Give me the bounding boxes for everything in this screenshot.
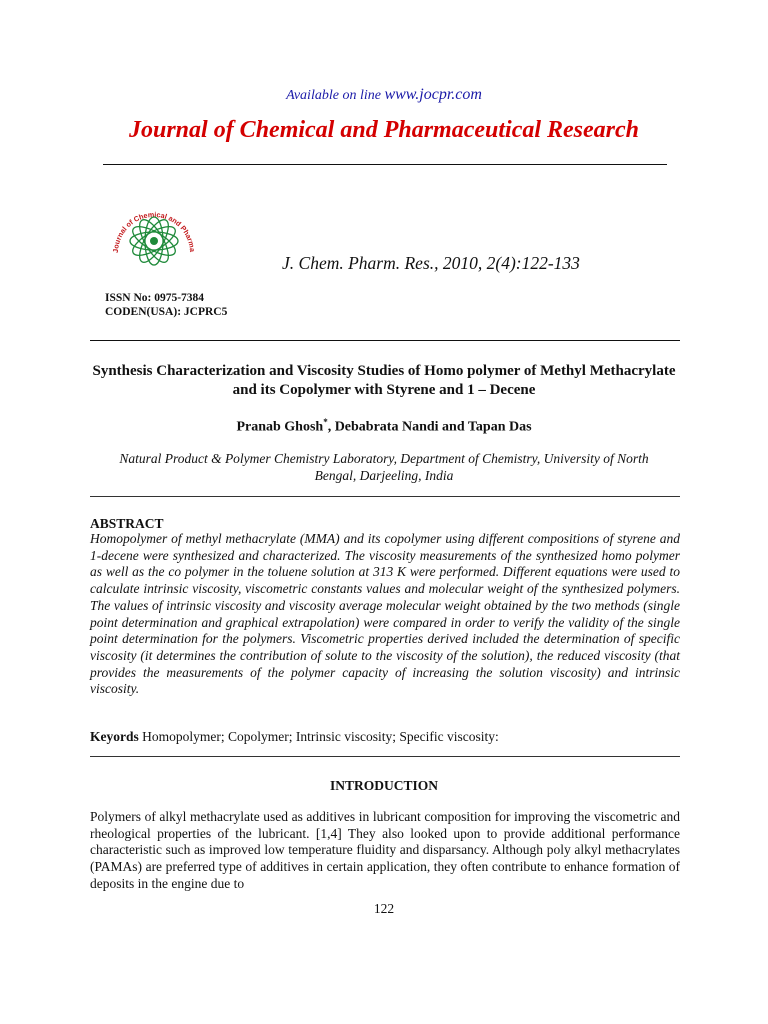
introduction-body: Polymers of alkyl methacrylate used as additives in lubricant composition for improving the viscometric and rheological properties of the lubricant. [1,4] They also looked upon to provide additional performance characteristic such as improved low temperature fluidity and disparsancy. Although poly alkyl methacrylates (PAMAs) are preferred type of additives in certain application, they often contribute to enhance formation of deposits in the engine due to (90, 809, 680, 891)
journal-logo-icon (100, 191, 208, 277)
page-number: 122 (373, 901, 395, 916)
logo-ring-text: Journal of Chemical and Pharma (110, 209, 198, 254)
abstract-heading: ABSTRACT (90, 516, 164, 531)
journal-logo (100, 191, 208, 277)
corresponding-mark: * (323, 417, 328, 427)
journal-title: Journal of Chemical and Pharmaceutical Research (128, 117, 640, 143)
issn-block (105, 291, 227, 319)
abstract-body: Homopolymer of methyl methacrylate (MMA) and its copolymer using different compositions of styrene and 1-decene were synthesized and characterized. The viscosity measurements of the synthesized homo polymer as well as the co polymer in the toluene solution at 313 K were performed. Different equations were used to calculate intrinsic viscosity, viscometric constants values and molecular weight of the synthesized polymers. The values of intrinsic viscosity and viscosity average molecular weight obtained by the two methods (single point determination and graphical extrapolation) were compared in order to verify the validity of the single point determination for the polymers. Viscometric properties derived included the determination of specific viscosity (it determines the contribution of solute to the viscosity of the solution), the reduced viscosity (that provides the measurements of the polymer capacity of increasing the solution viscosity) and intrinsic viscosity. (90, 531, 680, 697)
citation: J. Chem. Pharm. Res., 2010, 2(4):122-133 (282, 253, 580, 273)
keywords (90, 729, 499, 745)
paper-title: Synthesis Characterization and Viscosity Studies of Homo polymer of Methyl Methacrylate and its Copolymer with Styrene and 1 – Decene (92, 363, 676, 398)
authors (0, 417, 768, 436)
title-rule (90, 340, 680, 341)
coden: CODEN(USA): JCPRC5 (105, 306, 228, 318)
keywords-rule (90, 756, 680, 757)
authors-rest: , Debabrata Nandi and Tapan Das (327, 419, 532, 435)
keywords-text: Homopolymer; Copolymer; Intrinsic viscosity; Specific viscosity: (142, 729, 499, 744)
author-first: Pranab Ghosh (236, 419, 324, 435)
issn: ISSN No: 0975-7384 (105, 292, 205, 304)
journal-website-link[interactable]: www.jocpr.com (384, 86, 482, 103)
affiliation: Natural Product & Polymer Chemistry Laboratory, Department of Chemistry, University of North Bengal, Darjeeling, India (119, 451, 649, 483)
header-rule (103, 164, 667, 165)
keywords-label: Keyords (90, 729, 139, 744)
introduction-heading: INTRODUCTION (329, 778, 438, 793)
affiliation-rule (90, 496, 680, 497)
available-online: Available on line www.jocpr.com (286, 86, 482, 103)
